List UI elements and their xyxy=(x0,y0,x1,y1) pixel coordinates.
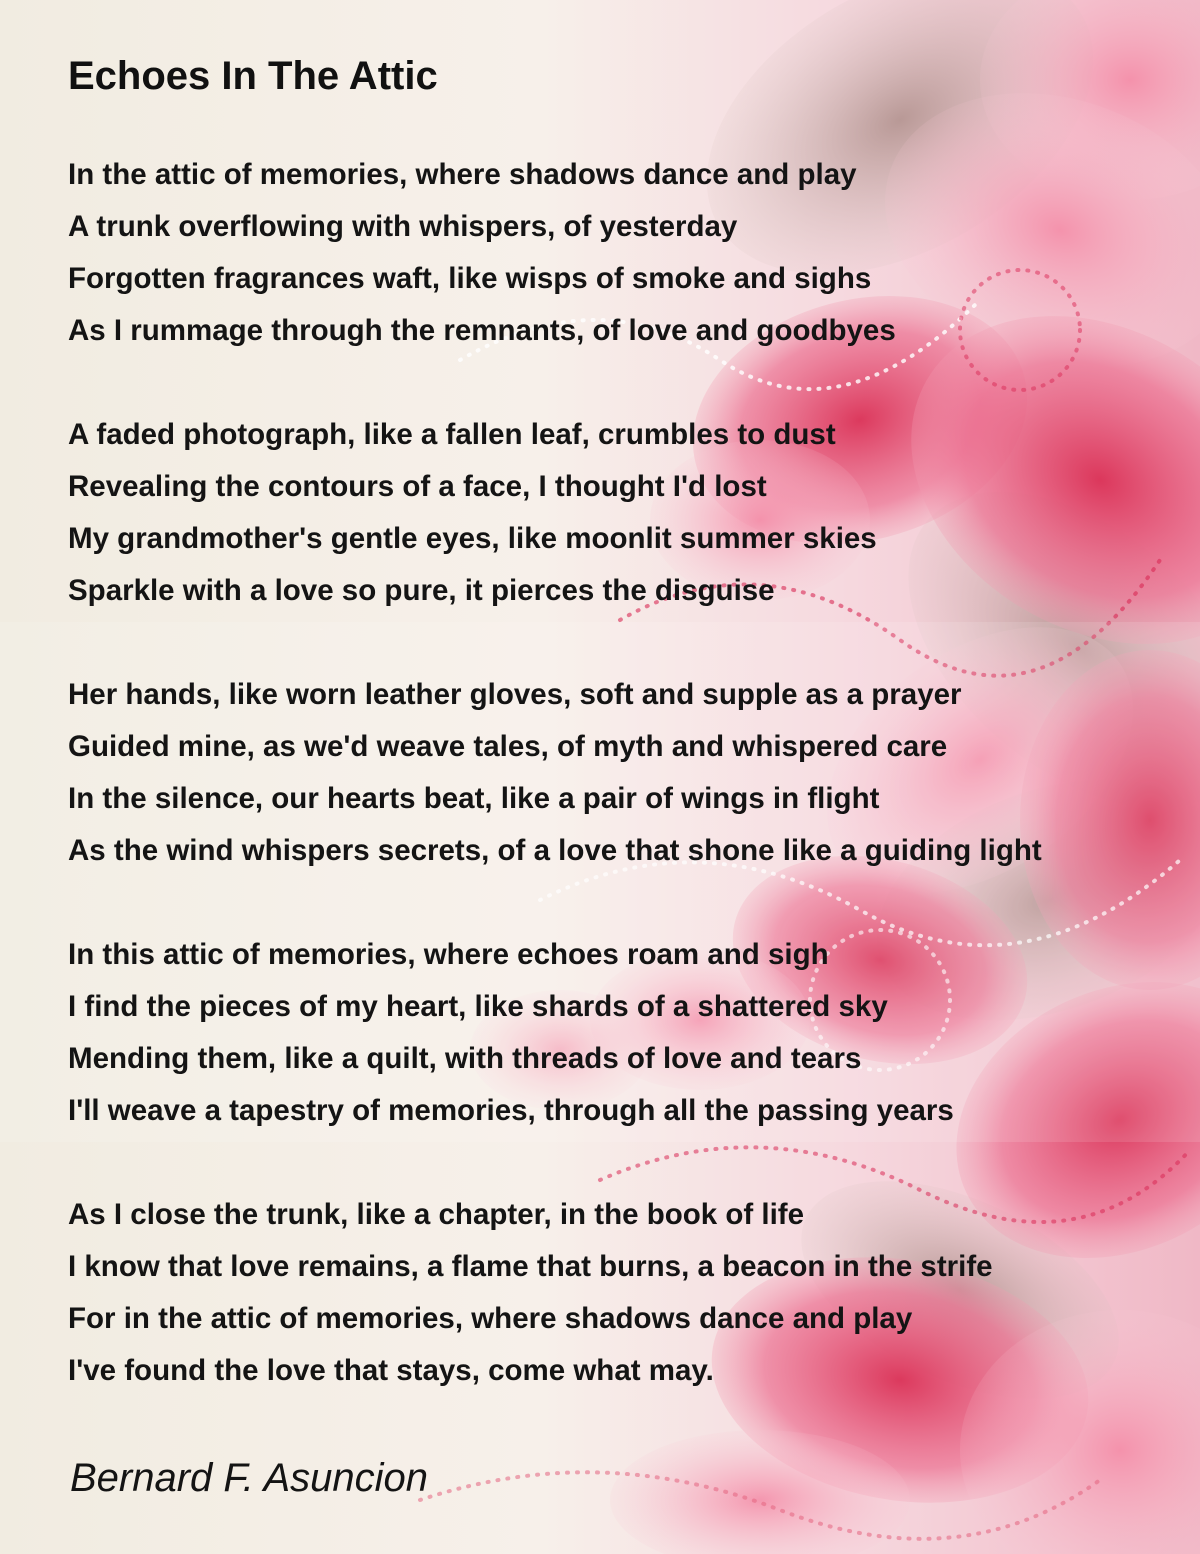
poem-line: As the wind whispers secrets, of a love that shone like a guiding light xyxy=(68,834,1042,867)
poem-line: I'll weave a tapestry of memories, through all the passing years xyxy=(68,1094,954,1127)
poem-line: A trunk overflowing with whispers, of yesterday xyxy=(68,210,738,243)
poem-line: A faded photograph, like a fallen leaf, crumbles to dust xyxy=(68,418,836,451)
poem-line: Guided mine, as we'd weave tales, of myth and whispered care xyxy=(68,730,948,763)
poem-line: I know that love remains, a flame that burns, a beacon in the strife xyxy=(68,1250,993,1283)
poem-line: For in the attic of memories, where shadows dance and play xyxy=(68,1302,913,1335)
stanza-1 xyxy=(68,149,896,357)
stanza-5 xyxy=(68,1189,993,1397)
poem-line: In the silence, our hearts beat, like a pair of wings in flight xyxy=(68,782,880,815)
poem-line: Forgotten fragrances waft, like wisps of smoke and sighs xyxy=(68,262,872,295)
poem-line: As I close the trunk, like a chapter, in the book of life xyxy=(68,1198,805,1231)
poem-line: In the attic of memories, where shadows dance and play xyxy=(68,158,857,191)
poem-line: As I rummage through the remnants, of love and goodbyes xyxy=(68,314,896,347)
poem-line: Revealing the contours of a face, I thought I'd lost xyxy=(68,470,767,503)
stanza-2 xyxy=(68,409,877,617)
poem-author: Bernard F. Asuncion xyxy=(70,1456,428,1500)
stanza-3 xyxy=(68,669,1042,877)
poem-line: Her hands, like worn leather gloves, soft and supple as a prayer xyxy=(68,678,962,711)
poem-title: Echoes In The Attic xyxy=(68,54,438,98)
stanza-4 xyxy=(68,929,954,1137)
poem-line: My grandmother's gentle eyes, like moonlit summer skies xyxy=(68,522,877,555)
poem-line: In this attic of memories, where echoes roam and sigh xyxy=(68,938,829,971)
poem-line: Mending them, like a quilt, with threads of love and tears xyxy=(68,1042,862,1075)
poem-line: I've found the love that stays, come what may. xyxy=(68,1354,714,1387)
poem-line: Sparkle with a love so pure, it pierces the disguise xyxy=(68,574,775,607)
poem-line: I find the pieces of my heart, like shards of a shattered sky xyxy=(68,990,888,1023)
